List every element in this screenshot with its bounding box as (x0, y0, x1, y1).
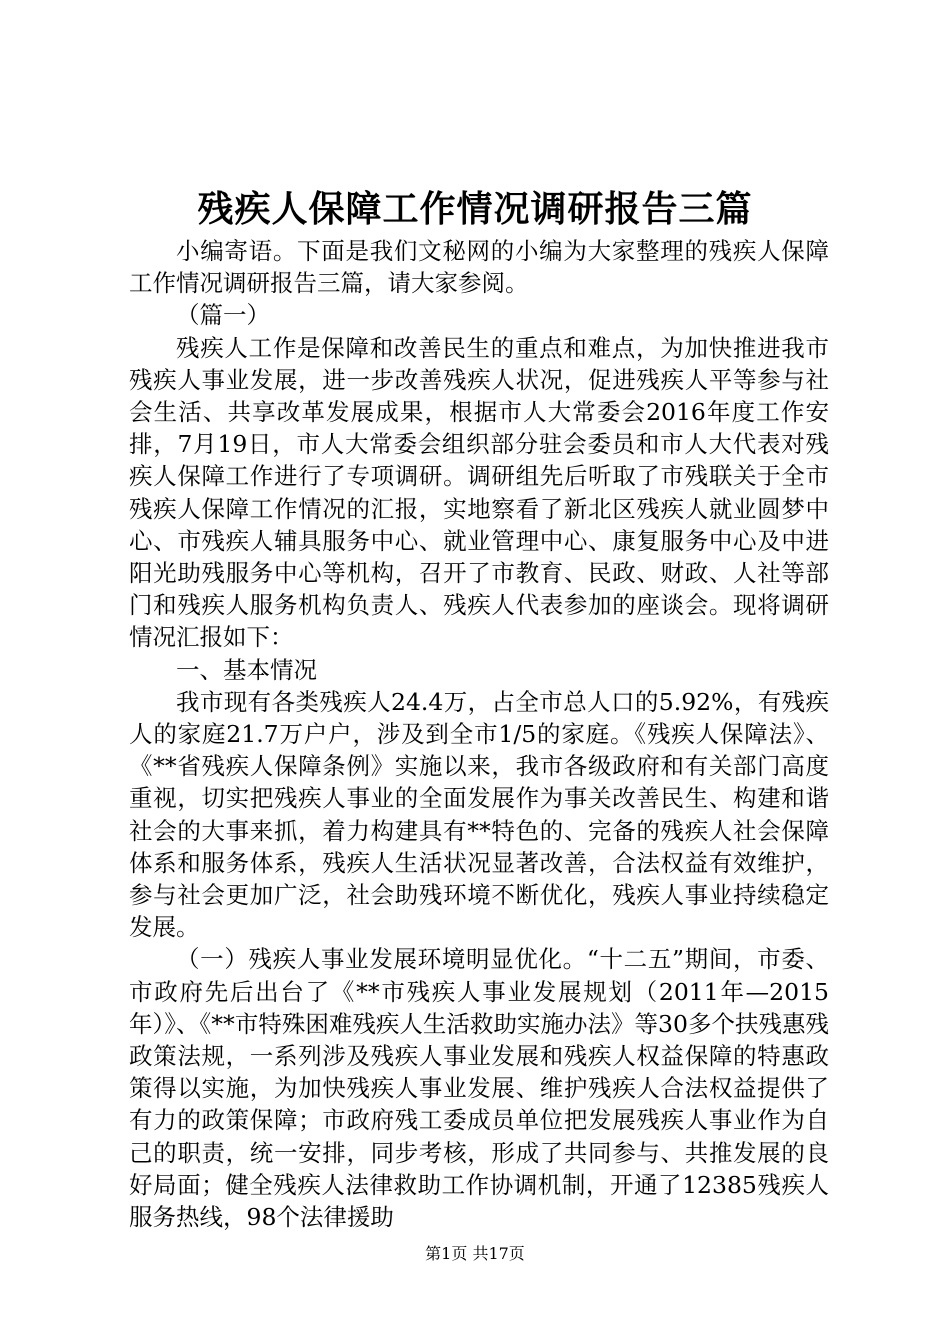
intro-paragraph: 小编寄语。下面是我们文秘网的小编为大家整理的残疾人保障工作情况调研报告三篇，请大家参阅。 (129, 237, 829, 298)
body-paragraph: 我市现有各类残疾人24.4万，占全市总人口的5.92%，有残疾人的家庭21.7万户户，涉及到全市1/5的家庭。《残疾人保障法》、《**省残疾人保障条例》实施以来，我市各级政府和有关部门高度重视，切实把残疾人事业的全面发展作为事关改善民生、构建和谐社会的大事来抓，着力构建具有**特色的、完备的残疾人社会保障体系和服务体系，残疾人生活状况显著改善，合法权益有效维护，参与社会更加广泛，社会助残环境不断优化，残疾人事业持续稳定发展。 (129, 687, 829, 942)
section-heading: 一、基本情况 (176, 655, 317, 684)
part-heading: （篇一） (176, 301, 270, 330)
body-paragraph: （一）残疾人事业发展环境明显优化。“十二五”期间，市委、市政府先后出台了《**市残疾人事业发展规划（2011年—2015年）》、《**市特殊困难残疾人生活救助实施办法》等30多个扶残惠残政策法规，一系列涉及残疾人事业发展和残疾人权益保障的特惠政策得以实施，为加快残疾人事业发展、维护残疾人合法权益提供了有力的政策保障；市政府残工委成员单位把发展残疾人事业作为自己的职责，统一安排，同步考核，形成了共同参与、共推发展的良好局面；健全残疾人法律救助工作协调机制，开通了12385残疾人服务热线，98个法律援助 (129, 945, 829, 1232)
document-body (129, 235, 829, 1233)
page-number-footer: 第1页 共17页 (425, 1244, 525, 1263)
document-title: 残疾人保障工作情况调研报告三篇 (197, 188, 753, 230)
body-paragraph: 残疾人工作是保障和改善民生的重点和难点，为加快推进我市残疾人事业发展，进一步改善残疾人状况，促进残疾人平等参与社会生活、共享改革发展成果，根据市人大常委会2016年度工作安排，7月19日，市人大常委会组织部分驻会委员和市人大代表对残疾人保障工作进行了专项调研。调研组先后听取了市残联关于全市残疾人保障工作情况的汇报，实地察看了新北区残疾人就业圆梦中心、市残疾人辅具服务中心、就业管理中心、康复服务中心及中进阳光助残服务中心等机构，召开了市教育、民政、财政、人社等部门和残疾人服务机构负责人、残疾人代表参加的座谈会。现将调研情况汇报如下： (129, 333, 829, 652)
